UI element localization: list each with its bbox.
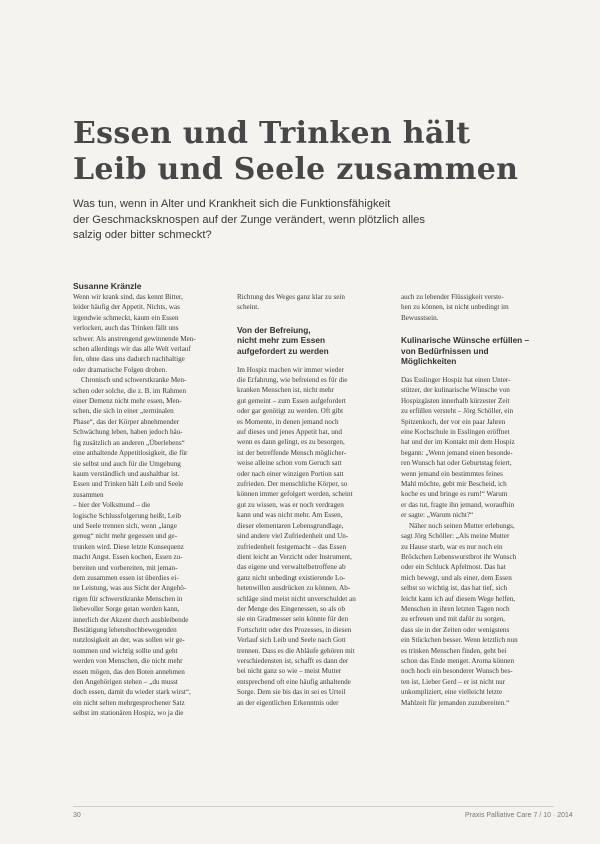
text-line: nommen und wichtig sollte und geht xyxy=(73,646,178,655)
text-line: selbst so wichtig ist, das hat tief, sich xyxy=(401,584,508,593)
text-line: zu Hause starb, war es nur noch ein xyxy=(401,542,503,551)
text-line: trennen. Dass es die Abläufe gehören mit xyxy=(237,646,355,655)
article-lead xyxy=(73,197,543,244)
text-line: die Erfahrung, wie befreiend es für die xyxy=(237,376,348,384)
body-paragraph xyxy=(237,292,391,313)
text-line: Menschen in ihren letzten Tagen noch xyxy=(401,604,510,613)
text-line: oder dramatische Folgen drohen. xyxy=(73,365,167,374)
title-line: Leib und Seele zusammen xyxy=(73,152,519,187)
text-column-2 xyxy=(237,292,391,708)
text-line: fen, ohne dass uns dadurch nachhaltige xyxy=(73,355,185,364)
text-line: kaum verständlich und aushaltbar ist. xyxy=(73,469,180,478)
text-line: zusammen xyxy=(73,490,104,499)
text-line: kranken Menschen ist, nicht mehr xyxy=(237,386,334,395)
text-line: stützer, der kulinarische Wünsche von xyxy=(401,386,510,395)
text-line: Spitzenkoch, der vor ein paar Jahren xyxy=(401,417,506,426)
text-line: macht Angst. Essen kochen, Essen zu- xyxy=(73,553,183,562)
footer-rule xyxy=(73,806,554,807)
lead-line: salzig oder bitter schmeckt? xyxy=(73,229,212,241)
text-line: ein nicht selten mehrgesprochener Satz xyxy=(73,698,185,707)
text-line: und Seele trennen sich, wenn „lange xyxy=(73,521,177,530)
text-line: noch hoch ein besonderer Wunsch bes- xyxy=(401,667,513,676)
text-line: Im Hospiz machen wir immer wieder xyxy=(237,365,344,374)
text-line: Phase“, das der Körper abnehmender xyxy=(73,417,180,426)
text-line: an der eigentlichen Erkenntnis oder xyxy=(237,698,339,707)
article-title xyxy=(73,116,543,188)
text-line: dass sie in der Zeiten oder wenigstens xyxy=(401,625,510,634)
text-line: hat und der im Kontakt mit dem Hospiz xyxy=(401,438,515,447)
text-line: schwer. Als anstrengend gewinnende Men- xyxy=(73,334,196,343)
text-line: werden von Menschen, die nicht mehr xyxy=(73,657,183,666)
text-line: sie ein Gradmesser sein könnte für den xyxy=(237,615,349,624)
text-line: oder nach einer winzigen Portion satt xyxy=(237,469,344,478)
text-line: Das Esslinger Hospiz hat einen Unter- xyxy=(401,376,511,384)
text-line: können immer gefolgert werden, scheint xyxy=(237,490,353,499)
text-line: mich bewegt, und als einer, dem Essen xyxy=(401,573,512,582)
text-line: zu erfüllen versteht – Jörg Schöller, ein xyxy=(401,407,514,416)
text-line: zufriedenheit festgemacht – das Essen xyxy=(237,542,347,551)
page-number: 30 xyxy=(73,812,81,819)
text-line: ganz nicht unbedingt existierende Lo- xyxy=(237,573,346,582)
text-line: er das tut, fragte ihn jemand, woraufhin xyxy=(401,500,515,509)
text-column-1 xyxy=(73,292,227,719)
text-line: irgendwie schmeckt, kaum ein Essen xyxy=(73,313,179,322)
text-line: Schwächung leben, haben jedoch häu- xyxy=(73,428,183,437)
text-line: – hier der Volksmund – die xyxy=(73,501,151,510)
text-line: leicht kann ich auf diesem Wege helfen, xyxy=(401,594,516,603)
subheading-line: aufgefordert zu werden xyxy=(237,346,329,356)
text-line: gut zu wissen, was er noch verdragen xyxy=(237,500,344,509)
text-line: fig zusätzlich an anderen „Überlebens“ xyxy=(73,438,185,447)
subheading-line: von Bedürfnissen und xyxy=(401,345,489,356)
text-line: hetenwillen ausdrücken zu können. Ab- xyxy=(237,584,351,593)
text-line: schen oder solche, die z. B. im Rahmen xyxy=(73,386,187,395)
text-line: zufrieden. Der menschliche Körper, so xyxy=(237,480,348,489)
text-line: ist der betreffende Mensch möglicher- xyxy=(237,448,347,457)
text-line: dieser elementaren Lebensgrundlage, xyxy=(237,521,344,530)
text-line: innerlich der Akzent durch ausbleibende xyxy=(73,615,189,624)
lead-line: Was tun, wenn in Alter und Krankheit sich die Funktionsfähigkeit xyxy=(73,198,391,210)
text-line: nutzlosigkeit an der, was sollen wir ge- xyxy=(73,636,185,645)
text-line: Fortschritt oder des Prozesses, in diesen xyxy=(237,625,352,634)
text-line: verschiedensten ist, schafft es dann der xyxy=(237,656,349,665)
text-line: begann: „Wenn jemand einen besonde- xyxy=(401,448,513,457)
body-paragraph xyxy=(401,521,555,708)
text-line: Richtung des Weges ganz klar zu sein xyxy=(237,293,345,301)
section-subheading xyxy=(237,325,391,357)
text-line: sie selbst und auch für die Umgebung xyxy=(73,459,181,468)
subheading-line: Von der Befreiung, xyxy=(237,324,311,335)
subheading-line: Kulinarische Wünsche erfüllen – xyxy=(401,335,530,346)
text-line: Mahlzeit für jemanden zuzubereiten.“ xyxy=(401,698,510,707)
text-line: logische Schlussfolgerung heißt, Leib xyxy=(73,511,181,520)
text-line: Näher noch seinen Mutter erlebungs, xyxy=(409,521,515,530)
text-line: selbst im stationären Hospiz, wo ja die xyxy=(73,709,184,718)
text-line: leider häufig der Appetit. Nichts, was xyxy=(73,303,180,312)
text-line: es trinken Menschen finden, geht bei xyxy=(401,646,507,655)
text-line: gut gemeint – zum Essen aufgefordert xyxy=(237,396,346,405)
text-line: Essen und Trinken hält Leib und Seele xyxy=(73,480,184,489)
body-paragraph xyxy=(237,365,391,708)
text-line: wenn es dann gelingt, es zu besorgen, xyxy=(237,438,345,447)
text-line: den Angehörigen stehen – „du musst xyxy=(73,678,178,687)
text-line: ten ist, Lieber Gerd – er ist nicht nur xyxy=(401,677,506,686)
text-line: Bröckchen Lebenswurstbrot ihr Wunsch xyxy=(401,552,517,561)
text-column-3 xyxy=(401,292,555,708)
title-line: Essen und Trinken hält xyxy=(73,116,471,151)
body-paragraph xyxy=(73,292,227,375)
text-line: dient leicht an Verzicht oder Instrument, xyxy=(237,552,352,561)
text-line: oder ein Schluck Apfelmost. Das hat xyxy=(401,563,506,572)
text-line: auf dieses und jenes Appetit hat, und xyxy=(237,428,342,437)
journal-name: Praxis Palliative Care 7 / 10 · 2014 xyxy=(465,812,573,819)
text-line: Chronisch und schwerstkranke Men- xyxy=(81,376,187,385)
text-line: bereiten und vorbereiten, mit jeman- xyxy=(73,563,178,572)
text-line: rigen für schwerstkranke Menschen in xyxy=(73,594,183,603)
lead-line: der Geschmacksknospen auf der Zunge verändert, wenn plötzlich alles xyxy=(73,213,425,226)
author-byline: Susanne Kränzle xyxy=(73,281,142,291)
text-line: Bestätigung lebenshochbewegenden xyxy=(73,626,177,634)
text-line: trunken wird. Diese letzte Konsequenz xyxy=(73,542,184,551)
text-line: liebevoller Sorge getan werden kann, xyxy=(73,605,180,614)
body-paragraph xyxy=(401,375,555,521)
text-line: kann und was nicht mehr. Am Essen, xyxy=(237,511,343,520)
text-line: zu erfreuen und mit dafür zu sorgen, xyxy=(401,615,505,624)
text-line: entsprechend oft eine häufig anhaltende xyxy=(237,677,351,686)
text-line: schläge sind meist nicht unverschuldet an xyxy=(237,594,356,603)
text-line: ne Leistung, was aus Sicht der Angehö- xyxy=(73,584,187,593)
text-line: verlocken, auch das Trinken fällt uns xyxy=(73,324,179,333)
text-line: einer Demenz nicht mehr essen, Men- xyxy=(73,397,182,406)
text-line: er sagte: „Warum nicht?“ xyxy=(401,511,474,520)
text-line: oder gar genötigt zu werden. Oft gibt xyxy=(237,407,344,416)
text-line: unkompliziert, eine vielleicht letzte xyxy=(401,688,503,697)
text-line: Bewusstsein. xyxy=(401,313,439,322)
text-line: sagt Jörg Schöller: „Als meine Mutter xyxy=(401,532,510,541)
text-line: schen, die sich in einer „terminalen xyxy=(73,407,174,416)
text-line: es Momente, in denen jemand noch xyxy=(237,417,339,426)
body-paragraph xyxy=(401,292,555,323)
text-line: Sorge. Dem sie bis das in sei es Urteil xyxy=(237,688,346,697)
text-line: Verlauf sich Leib und Seele nach Gott xyxy=(237,636,346,645)
text-line: Wenn wir krank sind, das kennt Bitter, xyxy=(73,293,183,301)
body-paragraph xyxy=(73,375,227,718)
text-line: ren Wunsch hat oder Geburtstag feiert, xyxy=(401,459,512,468)
text-line: schon das Ende menget. Aroma können xyxy=(401,656,515,665)
text-line: wenn jemand ein bestimmtes feines xyxy=(401,469,503,478)
text-line: essen mögen, das den Boten annehmen xyxy=(73,667,185,676)
text-line: eine anhaltende Appetitlosigkeit, die für xyxy=(73,449,188,458)
text-line: schen allerdings wir das alle Welt verlauf xyxy=(73,345,191,354)
text-line: bei nicht ganz so wie – meist Mutter xyxy=(237,667,342,676)
text-line: sind andere viel Zufriedenheit und Un- xyxy=(237,532,349,541)
text-line: scheint. xyxy=(237,303,260,312)
text-line: genug“ nicht mehr gegessen und ge- xyxy=(73,532,178,541)
section-subheading xyxy=(401,335,555,367)
text-line: das eigene und verwaltelbetroffene ab xyxy=(237,563,346,572)
text-line: dem zusammen essen ist überdies ei- xyxy=(73,573,179,582)
text-line: weise alleine schon vom Geruch satt xyxy=(237,459,342,468)
text-line: der Menge des Eingenessen, so als ob xyxy=(237,604,346,613)
subheading-line: Möglichkeiten xyxy=(401,356,457,367)
text-line: koche es und bringe es rum!“ Warum xyxy=(401,490,508,499)
text-line: Hospizgästen innerhalb kürzester Zeit xyxy=(401,396,510,405)
text-line: eine Kochschule in Esslingen eröffnet xyxy=(401,428,510,437)
text-line: auch zu lebender Flüssigkeit verste- xyxy=(401,293,504,301)
text-line: ein Stückchen besser. Wenn letztlich nun xyxy=(401,636,518,645)
text-line: Mahl möchte, gebt mir Bescheid, ich xyxy=(401,480,507,489)
text-line: doch essen, damit du wieder stark wirst“, xyxy=(73,688,191,697)
text-line: hen zu können, ist nicht unbedingt im xyxy=(401,303,509,312)
subheading-line: nicht mehr zum Essen xyxy=(237,335,326,346)
